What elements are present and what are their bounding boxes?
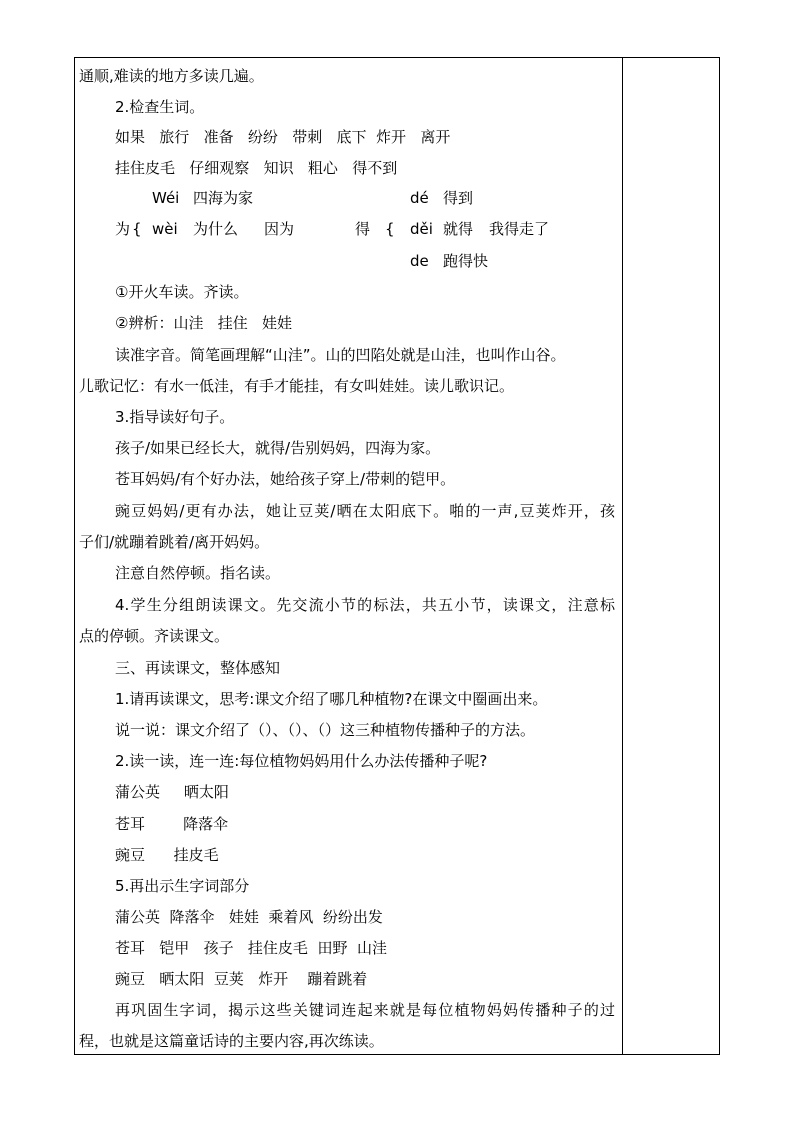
vocab-line: 蒲公英 降落伞 娃娃 乘着风 纷纷出发 [115, 908, 383, 926]
polyphone-word: 跑得快 [443, 252, 489, 270]
lesson-table [74, 57, 720, 1055]
text-line: 通顺,难读的地方多读几遍。 [79, 67, 264, 85]
text-line: 苍耳妈妈/有个好办法，她给孩子穿上/带刺的铠甲。 [115, 470, 456, 488]
matching-item: 蒲公英 晒太阳 [115, 783, 229, 801]
polyphone-char: 得 [355, 220, 371, 238]
vocab-line: 豌豆 晒太阳 豆荚 炸开 蹦着跳着 [115, 970, 368, 988]
text-line: 1.请再读课文，思考:课文介绍了哪几种植物?在课文中圈画出来。 [115, 690, 548, 708]
section-heading: 三、再读课文，整体感知 [115, 659, 281, 677]
text-line: 儿歌记忆：有水一低洼，有手才能挂，有女叫娃娃。读儿歌识记。 [79, 377, 515, 395]
text-line: 说一说：课文介绍了（）、（）、（）这三种植物传播种子的方法。 [115, 721, 536, 739]
matching-item: 豌豆 挂皮毛 [115, 846, 219, 864]
text-line: 孩子/如果已经长大，就得/告别妈妈，四海为家。 [115, 439, 441, 457]
brace: { [385, 220, 395, 238]
text-line: 2.读一读，连一连:每位植物妈妈用什么办法传播种子呢? [115, 752, 488, 770]
text-line: 程，也就是这篇童话诗的主要内容,再次练读。 [79, 1032, 384, 1050]
text-line: 注意自然停顿。指名读。 [115, 564, 281, 582]
text-line: 读准字音。简笔画理解“山洼”。山的凹陷处就是山洼，也叫作山谷。 [115, 346, 566, 364]
pinyin: děi [410, 220, 433, 238]
vocab-line: 挂住皮毛 仔细观察 知识 粗心 得不到 [115, 159, 398, 177]
vocab-line: 如果 旅行 准备 纷纷 带刺 底下 炸开 离开 [115, 128, 451, 146]
matching-item: 苍耳 降落伞 [115, 815, 229, 833]
polyphone-word: 就得 [443, 220, 474, 238]
polyphone-word: 为什么 [193, 220, 239, 238]
text-line: 点的停顿。齐读课文。 [79, 627, 230, 645]
polyphone-word: 因为 [264, 220, 295, 238]
polyphone-word: 四海为家 [193, 189, 254, 207]
text-line: 再巩固生字词，揭示这些关键词连起来就是每位植物妈妈传播种子的过 [115, 1001, 615, 1019]
text-line: 豌豆妈妈/更有办法，她让豆荚/晒在太阳底下。啪的一声,豆荚炸开，孩 [115, 502, 615, 520]
text-line: 4.学生分组朗读课文。先交流小节的标法，共五小节，读课文，注意标 [115, 596, 615, 614]
text-line: ①开火车读。齐读。 [115, 283, 249, 301]
polyphone-word: 得到 [443, 189, 474, 207]
pinyin: de [410, 252, 429, 270]
text-line: ②辨析：山洼 挂住 娃娃 [115, 314, 293, 332]
polyphone-char: 为 [115, 220, 131, 238]
text-line: 3.指导读好句子。 [115, 408, 235, 426]
vocab-line: 苍耳 铠甲 孩子 挂住皮毛 田野 山洼 [115, 939, 387, 957]
brace: { [132, 220, 142, 238]
pinyin: wèi [152, 220, 178, 238]
pinyin: dé [410, 189, 429, 207]
text-line: 子们/就蹦着跳着/离开妈妈。 [79, 533, 270, 551]
text-line: 5.再出示生字词部分 [115, 877, 250, 895]
pinyin: Wéi [152, 189, 180, 207]
polyphone-word: 我得走了 [489, 220, 550, 238]
text-line: 2.检查生词。 [115, 98, 205, 116]
column-divider [622, 58, 623, 1054]
